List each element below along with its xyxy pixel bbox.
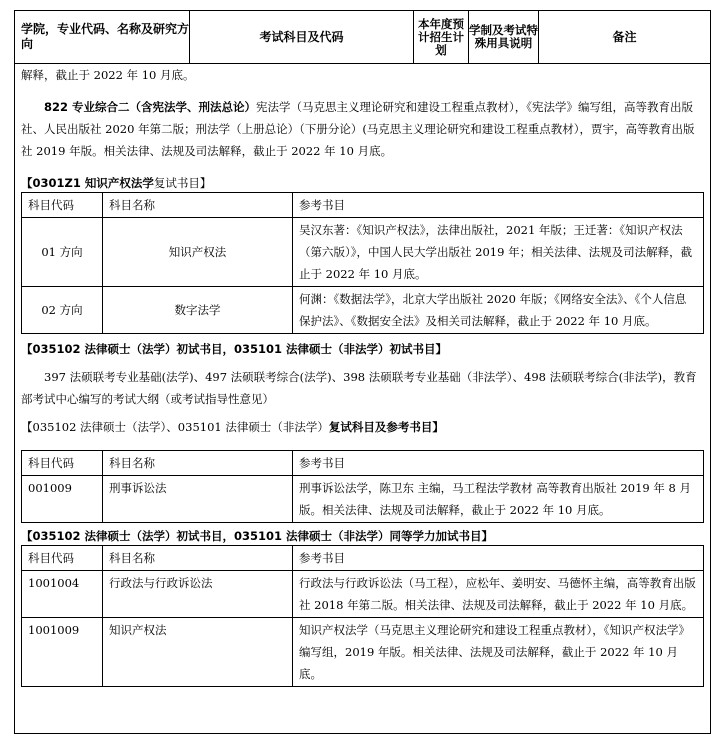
cell-ref: 知识产权法学（马克思主义理论研究和建设工程重点教材），《知识产权法学》编写组，2019 年版。相关法律、法规及司法解释，截止于 2022 年 10 月底。 <box>293 618 704 687</box>
th-code: 科目代码 <box>22 193 103 218</box>
cell-name: 行政法与行政诉讼法 <box>103 571 293 618</box>
table-row <box>22 451 704 476</box>
th-ref: 参考书目 <box>293 193 704 218</box>
cell-ref: 何渊：《数据法学》，北京大学出版社 2020 年版；《网络安全法》、《个人信息保护法》、《数据安全法》及相关司法解释，截止于 2022 年 10 月底。 <box>293 287 704 334</box>
header-exam-subjects: 考试科目及代码 <box>190 11 414 63</box>
cell-code: 001009 <box>22 476 103 523</box>
document-page <box>14 10 711 734</box>
section-035102-retest-bold: 复试科目及参考书目】 <box>328 420 444 434</box>
th-name: 科目名称 <box>103 546 293 571</box>
table-0301z1 <box>21 192 704 334</box>
th-code: 科目代码 <box>22 451 103 476</box>
th-name: 科目名称 <box>103 451 293 476</box>
section-035102-initial: 【035102 法律硕士（法学）初试书目，035101 法律硕士（非法学）初试书目】 <box>21 342 448 356</box>
table-row <box>22 218 704 287</box>
cell-name: 知识产权法 <box>103 218 293 287</box>
cell-name: 知识产权法 <box>103 618 293 687</box>
cell-code: 02 方向 <box>22 287 103 334</box>
header-college: 学院，专业代码、名称及研究方向 <box>15 11 190 63</box>
cell-code: 1001009 <box>22 618 103 687</box>
table-row <box>22 287 704 334</box>
para-822-text: 宪法学（马克思主义理论研究和建设工程重点教材），《宪法学》编写组，高等教育出版社、人民出版社 2020 年第二版；刑法学（上册总论）（下册分论）(马克思主义理论研究和建设工程重点教材），贾宇，高等教育出版社 2019 年版。相关法律、法规及司法解释，截止于 2022 年 10 月底。 <box>21 100 695 158</box>
table-header <box>15 11 710 64</box>
table-equivalent <box>21 545 704 687</box>
th-ref: 参考书目 <box>293 451 704 476</box>
section-0301z1-bold: 【0301Z1 知识产权法学 <box>21 176 154 190</box>
intro-tail: 解释，截止于 2022 年 10 月底。 <box>21 68 195 82</box>
header-schooling: 学制及考试特殊用具说明 <box>469 11 539 63</box>
header-remarks: 备注 <box>612 29 637 44</box>
para-822-title: 822 专业综合二（含宪法学、刑法总论） <box>44 100 257 114</box>
content-area <box>15 64 710 687</box>
para-822 <box>21 96 704 162</box>
table-row <box>22 571 704 618</box>
table-row <box>22 546 704 571</box>
cell-name: 数字法学 <box>103 287 293 334</box>
th-code: 科目代码 <box>22 546 103 571</box>
section-equivalent: 【035102 法律硕士（法学）初试书目，035101 法律硕士（非法学）同等学力加试书目】 <box>21 529 494 543</box>
table-retest <box>21 450 704 523</box>
table-row <box>22 618 704 687</box>
th-name: 科目名称 <box>103 193 293 218</box>
header-enrollment-plan: 本年度预计招生计划 <box>414 11 469 63</box>
cell-name: 刑事诉讼法 <box>103 476 293 523</box>
cell-code: 1001004 <box>22 571 103 618</box>
cell-ref: 刑事诉讼法学，陈卫东 主编，马工程法学教材 高等教育出版社 2019 年 8 月版。相关法律、法规及司法解释，截止于 2022 年 10 月底。 <box>293 476 704 523</box>
cell-ref: 吴汉东著：《知识产权法》，法律出版社，2021 年版；王迁著：《知识产权法（第六版）》，中国人民大学出版社 2019 年；相关法律、法规及司法解释，截止于 2022 年 10 月底。 <box>293 218 704 287</box>
section-035102-retest <box>21 418 704 436</box>
section-035102-retest-normal: 【035102 法律硕士（法学）、035101 法律硕士（非法学） <box>21 420 329 434</box>
cell-ref: 行政法与行政诉讼法（马工程），应松年、姜明安、马德怀主编，高等教育出版社 2018 年第二版。相关法律、法规及司法解释，截止于 2022 年 10 月底。 <box>293 571 704 618</box>
para-initial-subjects: 397 法硕联考专业基础(法学)、497 法硕联考综合(法学)、398 法硕联考专业基础（非法学）、498 法硕联考综合(非法学)，教育部考试中心编写的考试大纲（或考试指导性意见） <box>21 370 697 406</box>
section-0301z1 <box>21 174 704 192</box>
table-row <box>22 476 704 523</box>
cell-code: 01 方向 <box>22 218 103 287</box>
th-ref: 参考书目 <box>293 546 704 571</box>
table-row <box>22 193 704 218</box>
section-0301z1-normal: 复试书目】 <box>153 176 212 190</box>
